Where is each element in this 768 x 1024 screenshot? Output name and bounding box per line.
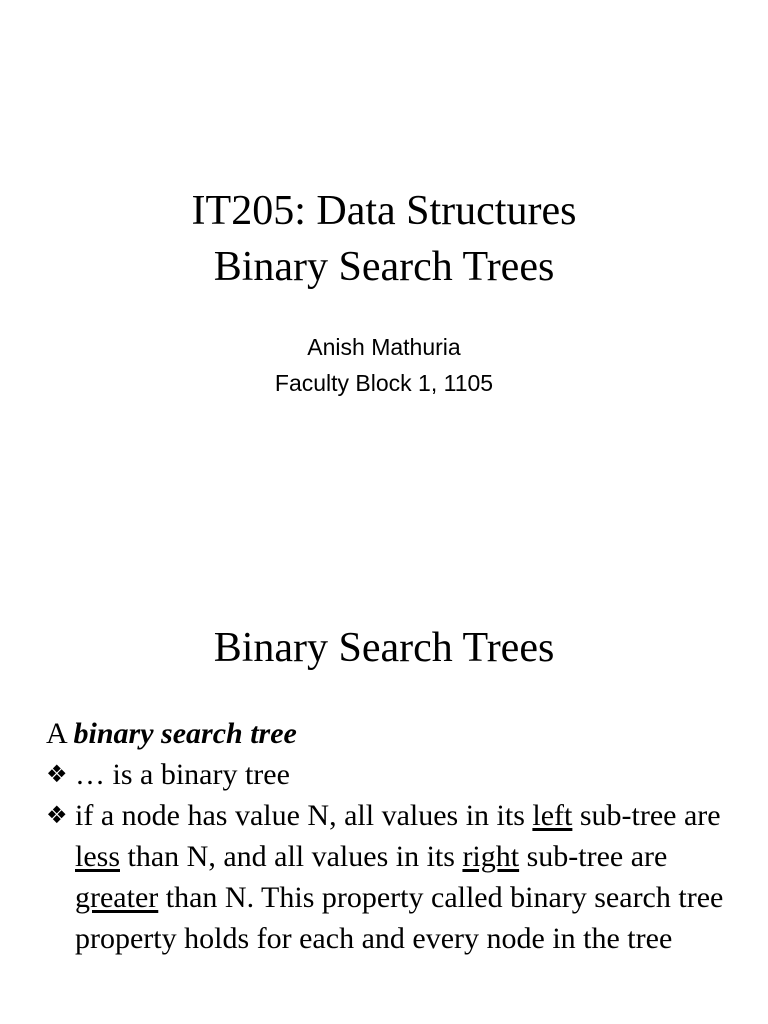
author-name: Anish Mathuria	[307, 334, 461, 360]
office-location: Faculty Block 1, 1105	[274, 370, 494, 396]
four-diamond-bullet-icon: ❖	[46, 801, 68, 829]
intro-line	[46, 713, 736, 754]
slide-body	[46, 713, 736, 959]
course-title-line2: Binary Search Trees	[213, 244, 555, 290]
slide-title: Binary Search Trees	[213, 625, 555, 671]
term-greater: greater	[75, 881, 159, 914]
bullet-item-1	[46, 754, 736, 795]
course-title-line1: IT205: Data Structures	[191, 188, 577, 234]
bullet-item-2	[46, 795, 736, 959]
term-right: right	[462, 840, 520, 873]
bullet-2-text-b: sub-tree are	[572, 799, 721, 832]
bullet-2-text-c: than N, and all values in its	[120, 840, 463, 873]
bullet-2-text-a: if a node has value N, all values in its	[75, 799, 533, 832]
bullet-2-text-d: sub-tree are	[519, 840, 668, 873]
intro-prefix: A	[46, 717, 74, 750]
bullet-1-text: … is a binary tree	[75, 758, 290, 791]
term-less: less	[75, 840, 120, 873]
bullet-2-text-e: than N. This property called binary search tree property holds for each and every node in the tree	[75, 881, 724, 955]
course-title	[0, 183, 768, 295]
four-diamond-bullet-icon: ❖	[46, 760, 68, 788]
intro-term: binary search tree	[73, 717, 297, 750]
term-left: left	[532, 799, 573, 832]
